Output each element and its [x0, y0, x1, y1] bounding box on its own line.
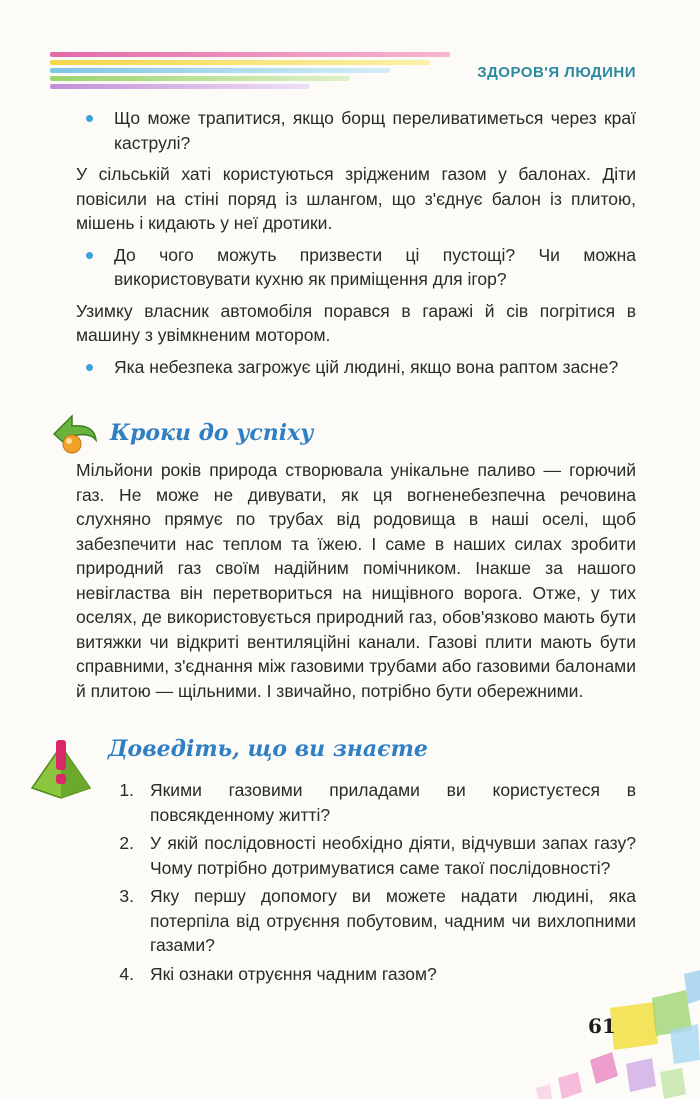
bullet-text: Яка небезпека загрожує цій людині, якщо вона раптом засне?: [114, 356, 619, 377]
bullet-text: До чого можуть призвести ці пустощі? Чи можна використовувати кухню як приміщення для ігор?: [114, 244, 636, 289]
item-number: 1.: [119, 780, 134, 800]
intro-block: [76, 106, 636, 379]
item-number: 2.: [119, 833, 134, 853]
bullet-question: [76, 355, 636, 380]
paragraph: У сільській хаті користуються зрідженим газом у балонах. Діти повісили на стіні поряд із шлангом, що з'єднує балон із плитою, мішень і кидають у неї дротики.: [76, 164, 636, 233]
section-title-prove: Доведіть, що ви знаєте: [108, 736, 428, 762]
list-item: [114, 831, 636, 880]
item-number: 3.: [119, 886, 134, 906]
paragraph: Мільйони років природа створювала унікальне паливо — горючий газ. Не може не дивувати, як ця вогненебезпечна речовина слухняно прямує по трубах від родовища в наші оселі, щоб забезпечити нас теплом та їжею. І саме в наших силах зробити природний газ своїм надійним помічником. Інакше за нашого невігластва він перетвориться на нищівного ворога. Отже, у тих оселях, де використовується природний газ, обов'язково мають бути витяжки чи відкриті вентиляційні канали. Газові плити мають бути справними, з'єднання між газовими трубами або газовими балонами й плитою — щільними. І звичайно, потрібно бути обережними.: [76, 460, 636, 701]
item-text: У якій послідовності необхідно діяти, відчувши запах газу? Чому потрібно дотримуватися саме такої послідовності?: [150, 833, 636, 878]
bullet-dot-icon: [86, 252, 93, 259]
bullet-question: [76, 106, 636, 155]
stripe-violet: [50, 84, 310, 89]
bullet-dot-icon: [86, 364, 93, 371]
item-text: Якими газовими приладами ви користуєтеся в повсякденному житті?: [150, 780, 636, 825]
item-text: Яку першу допомогу ви можете надати людині, яка потерпіла від отруєння побутовим, чадним чи вихлопними газами?: [150, 886, 636, 955]
questions-list: [114, 778, 636, 986]
bullet-dot-icon: [86, 115, 93, 122]
stripe-yellow: [50, 60, 430, 65]
stripe-pink: [50, 52, 450, 57]
stripe-blue: [50, 68, 390, 73]
item-text: Які ознаки отруєння чадним газом?: [150, 963, 437, 984]
running-head: ЗДОРОВ'Я ЛЮДИНИ: [477, 64, 636, 81]
list-item: [114, 884, 636, 958]
stripe-green: [50, 76, 350, 81]
item-number: 4.: [119, 963, 134, 984]
header-stripes: [50, 52, 450, 96]
page-number: 61: [588, 1014, 616, 1038]
exclamation-pyramid-icon: [28, 738, 94, 802]
bullet-text: Що може трапитися, якщо борщ переливатиметься через краї каструлі?: [114, 108, 636, 153]
bullet-question: [76, 243, 636, 292]
success-block: [76, 458, 636, 703]
section-title-success: Кроки до успіху: [110, 420, 314, 446]
arrow-back-icon: [46, 406, 102, 462]
paragraph: Узимку власник автомобіля порався в гаражі й сів погрітися в машину з увімкненим мотором.: [76, 300, 636, 345]
list-item: [114, 778, 636, 827]
decorative-confetti: [440, 960, 700, 1099]
